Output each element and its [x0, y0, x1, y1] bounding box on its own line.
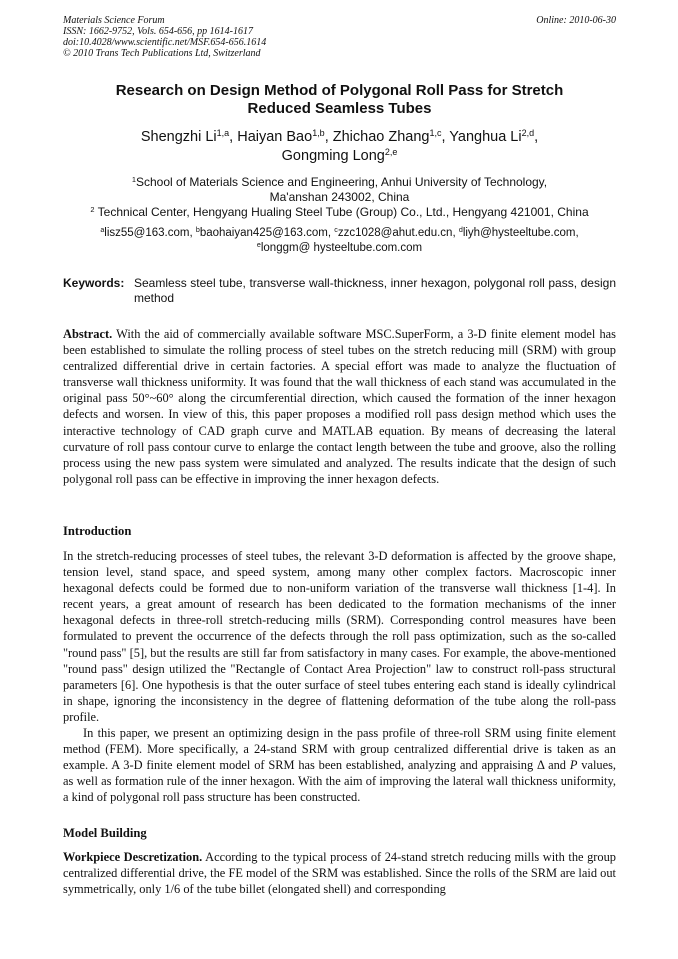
- abstract-label: Abstract.: [63, 327, 113, 341]
- introduction-section: [63, 548, 616, 806]
- title-line-1: Research on Design Method of Polygonal Roll Pass for Stretch: [115, 82, 564, 99]
- author-sup: 2,e: [384, 147, 398, 158]
- affiliation-1-cont: Ma'anshan 243002, China: [269, 190, 410, 204]
- abstract-text: With the aid of commercially available software MSC.SuperForm, a 3-D finite element model has been established to simulate the rolling process of steel tubes on the stretch reducing mill (SRM) with group centralized differential drive in certain factories. A special effort was made to analyze the fluctuation of transverse wall thickness uniformity. It was found that the wall thickness of each stand was accumulated in the original pass 50°~60° along the circumferential direction, which caused the formation of the inner hexagon defects and worsen. In view of this, this paper proposes a modified roll pass design method which uses the interactive technology of CAD graph curve and MATLAB equation. By means of decreasing the lateral curvature of roll pass contour curve to enlarge the contact length between the tube and groove, also the rolling process using the new pass system were simulated and analyzed. The results indicate that the design of such polygonal roll pass can be effective in improving the inner hexagon defects.: [63, 327, 617, 486]
- author-name: Shengzhi Li: [140, 129, 217, 145]
- keywords-label: Keywords:: [63, 276, 125, 290]
- journal-header: [63, 15, 616, 59]
- abstract-paragraph: [63, 326, 616, 487]
- authors-line-1: Shengzhi Li$^{1,a}$, Haiyan Bao$^{1,b}$, Zhichao Zhang$^{1,c}$, Yanghua Li$^{2,d}$,: [140, 128, 539, 145]
- email-link[interactable]: zzc1028@ahut.edu.cn,: [337, 227, 459, 239]
- author-sup: 1,b: [312, 128, 325, 139]
- model-building-heading: Model Building: [63, 826, 147, 840]
- email-link[interactable]: longgm@ hysteeltube.com.com: [260, 242, 423, 254]
- introduction-paragraph-2: In this paper, we present an optimizing design in the pass profile of three-roll SRM using finite element method (FEM). More specifically, a 24-stand SRM with group centralized differential drive is taken as an example. A 3-D finite element model of SRM has been established, analyzing and appraising Δ and P values, as well as formation rule of the inner hexagon. With the aim of improving the lateral wall thickness uniformity, a kind of polygonal roll pass structure has been constructed.: [63, 726, 616, 805]
- introduction-paragraph-1: In the stretch-reducing processes of steel tubes, the relevant 3-D deformation is affected by the groove shape, tension level, stand space, and speed system, among many other complex factors. Macroscopic inner hexagonal defects could be formed due to non-uniform variation of the transverse wall thickness [1-4]. In recent years, a great amount of research has been dedicated to the formation mechanisms of the inner hexagonal defects in three-roll stretch-reducing mills (SRM). Corresponding control measures have been formulated to prevent the occurrence of the defects through the roll pass optimization, such as the so-called "round pass" [5], but the results are still far from satisfactory in many cases. For example, the above-mentioned "round pass" design utilized the "Rectangle of Contact Area Projection" law to construct roll-pass structural parameters [6]. One hypothesis is that the outer surface of steel tubes entering each stand is ideally cylindrical in shape, ignoring the inconsistency in the degree of flattening deformation of the tube along the roll-pass profile.: [63, 549, 616, 724]
- author-sup: 1,c: [429, 128, 442, 139]
- keywords-text: Seamless steel tube, transverse wall-thickness, inner hexagon, polygonal roll pass, design method: [134, 276, 616, 305]
- introduction-heading: Introduction: [63, 524, 132, 538]
- author-sup: 1,a: [216, 128, 230, 139]
- email-link[interactable]: baohaiyan425@163.com,: [199, 227, 335, 239]
- email-link[interactable]: lisz55@163.com,: [104, 227, 196, 239]
- affiliations: [63, 175, 616, 220]
- author-list: [63, 128, 616, 166]
- author-sup: 2,d: [521, 128, 535, 139]
- email-link[interactable]: liyh@hysteeltube.com,: [462, 227, 579, 239]
- paper-title: [63, 82, 616, 118]
- affiliation-sup: 2: [90, 204, 95, 214]
- doi-line: doi:10.4028/www.scientific.net/MSF.654-656.1614: [63, 37, 267, 48]
- author-name: Zhichao Zhang: [332, 129, 430, 145]
- journal-name: Materials Science Forum: [63, 15, 165, 26]
- authors-line-2: [63, 147, 616, 166]
- subsection-label: Workpiece Descretization.: [63, 850, 203, 864]
- affiliation-2: $^2$ Technical Center, Hengyang Hualing Steel Tube (Group) Co., Ltd., Hengyang 421001, China: [90, 204, 589, 219]
- copyright-line: © 2010 Trans Tech Publications Ltd, Switzerland: [63, 48, 261, 59]
- affiliation-sup: 1: [131, 174, 136, 184]
- model-building-paragraph: [63, 849, 616, 897]
- emails-line-2: $^e$longgm@ hysteeltube.com.com: [256, 241, 423, 254]
- author-name: Yanghua Li: [449, 129, 522, 145]
- affiliation-1: $^1$School of Materials Science and Engineering, Anhui University of Technology,: [131, 174, 548, 189]
- emails-line-1: $^a$lisz55@163.com, $^b$baohaiyan425@163.com, $^c$zzc1028@ahut.edu.cn, $^d$liyh@hysteeltube.com,: [100, 226, 579, 239]
- issn-line: ISSN: 1662-9752, Vols. 654-656, pp 1614-1617: [63, 26, 253, 37]
- keywords-block: [63, 276, 616, 306]
- author-emails: [63, 226, 616, 256]
- author-name: Haiyan Bao: [237, 129, 313, 145]
- model-building-text: According to the typical process of 24-stand stretch reducing mills with the group centralized differential drive, the FE model of the SRM was established. Since the rolls of the SRM are laid out symmetrically, only 1/6 of the tube billet (elongated shell) and corresponding: [63, 850, 616, 897]
- author-name: Gongming Long: [281, 148, 385, 164]
- online-date: Online: 2010-06-30: [536, 15, 616, 26]
- title-line-2: Reduced Seamless Tubes: [247, 100, 432, 117]
